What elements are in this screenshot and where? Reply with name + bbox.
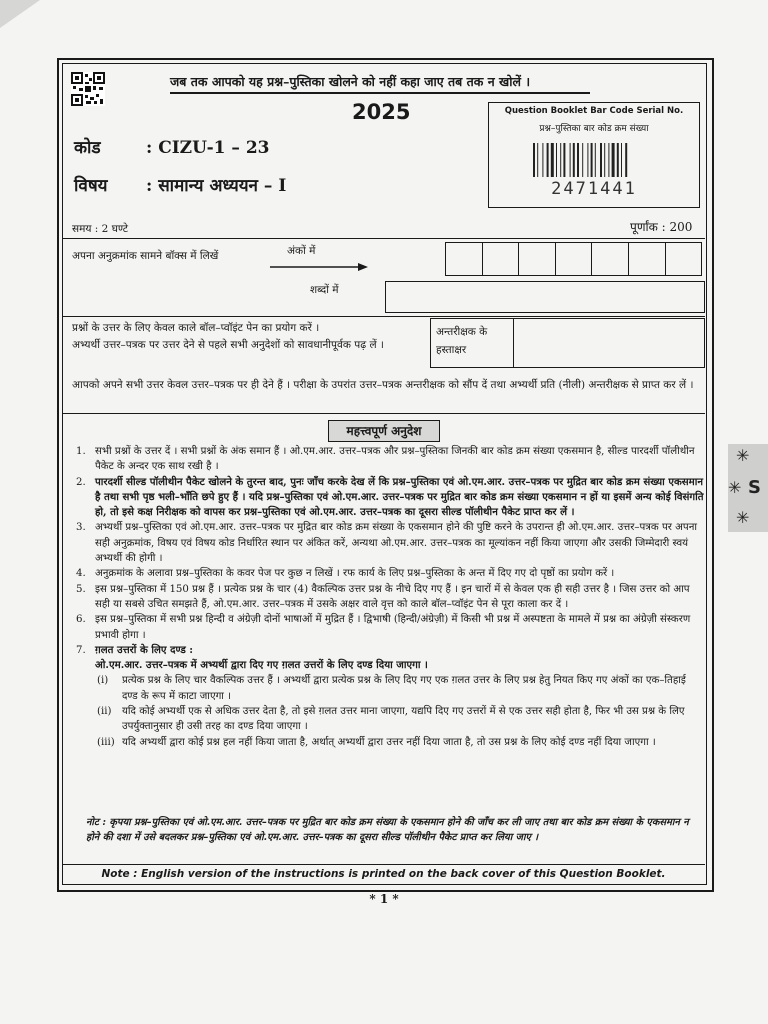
roll-digit-box[interactable] [556, 243, 593, 275]
roll-digit-box[interactable] [666, 243, 702, 275]
barcode-subtitle: प्रश्न–पुस्तिका बार कोड क्रम संख्या [539, 124, 649, 134]
roll-number-digit-boxes[interactable] [445, 242, 702, 276]
list-item: 1. सभी प्रश्नों के उत्तर दें । सभी प्रश्नों के अंक समान हैं । ओ.एम.आर. उत्तर–पत्रक और प्रश्न–पुस्तिका जिनकी बार कोड क्रम संख्या एकसमान है, सील्ड पारदर्शी पॉलीथीन पैकेट के अन्दर एक साथ रखी है । [76, 446, 695, 473]
barcode-box [488, 102, 700, 208]
exam-year: 2025 [352, 100, 411, 124]
roll-number-label: अपना अनुक्रमांक सामने बॉक्स में लिखें [72, 250, 219, 262]
list-item: 5. इस प्रश्न–पुस्तिका में 150 प्रश्न हैं । प्रत्येक प्रश्न के चार (4) वैकल्पिक उत्तर प्रश्न के नीचे दिए गए हैं । इन चारों में से केवल एक ही सही उत्तर है । जिस उत्तर को आप सही या सबसे उचित समझते हैं, ओ.एम.आर. उत्तर–पत्रक में उसके अक्षर वाले वृत्त को काले बॉल–प्वॉइंट पेन से पूरा काला कर दें । [76, 583, 690, 610]
page-number: * 1 * [369, 892, 399, 906]
answer-sheet-instruction: आपको अपने सभी उत्तर केवल उत्तर–पत्रक पर ही देने हैं । परीक्षा के उपरांत उत्तर–पत्रक अन्तरीक्षक को सौंप दें तथा अभ्यर्थी प्रति (नीली) अन्तरीक्षक से प्राप्त कर लें । [72, 379, 694, 391]
english-version-note: Note : English version of the instructions is printed on the back cover of this Question Booklet. [62, 864, 705, 883]
important-instructions-heading: महत्त्वपूर्ण अनुदेश [328, 420, 440, 442]
roll-digit-box[interactable] [519, 243, 556, 275]
divider [62, 413, 705, 414]
divider [513, 319, 514, 367]
code-row [74, 135, 270, 158]
invigilator-signature-box[interactable] [430, 318, 705, 368]
side-tab [728, 444, 768, 532]
barcode-serial-number: 2471441 [551, 179, 637, 199]
invigilator-signature-label: अन्तरीक्षक के हस्ताक्षर [436, 326, 488, 356]
subject-row [74, 173, 286, 196]
arrow-right-icon [270, 262, 370, 272]
roll-number-words-field[interactable] [385, 281, 705, 313]
barcode-icon [533, 143, 655, 177]
divider [62, 316, 705, 317]
code-value: : CIZU-1 – 23 [146, 138, 270, 158]
penalty-item: (i) प्रत्येक प्रश्न के लिए चार वैकल्पिक उत्तर हैं । अभ्यर्थी द्वारा प्रत्येक प्रश्न के लिए दिए गए एक ग़लत उत्तर के लिए प्रश्न हेतु नियत किए गए अंकों का एक–तिहाई दण्ड के रूप में काटा जाएगा । [97, 675, 686, 702]
star-icon: ✳ [728, 478, 742, 497]
roll-digits-label: अंकों में [287, 245, 316, 257]
divider [62, 238, 705, 239]
read-instruction-line: अभ्यर्थी उत्तर–पत्रक पर उत्तर देने से पहले सभी अनुदेशों को सावधानीपूर्वक पढ़ लें । [72, 339, 384, 351]
subject-value: : सामान्य अध्ययन – I [146, 176, 287, 196]
star-icon: ✳ [736, 508, 750, 527]
instructions-list [76, 444, 704, 750]
list-item: 7. ग़लत उत्तरों के लिए दण्ड : [76, 643, 194, 656]
time-allowed: समय : 2 घण्टे [72, 223, 129, 235]
subject-label: विषय [74, 176, 108, 196]
pen-instructions [72, 320, 427, 354]
barcode-title: Question Booklet Bar Code Serial No. [504, 106, 684, 116]
code-label: कोड [74, 138, 101, 158]
list-item: 2. पारदर्शी सील्ड पॉलीथीन पैकेट खोलने के तुरन्त बाद, पुनः जाँच करके देख लें कि प्रश्न–पुस्तिका एवं ओ.एम.आर. उत्तर–पत्रक पर मुद्रित बार कोड क्रम संख्या एकसमान है तथा सभी पृष्ठ भली–भाँति छपे हुए हैं । यदि प्रश्न–पुस्तिका एवं ओ.एम.आर. उत्तर–पत्रक पर मुद्रित बार कोड क्रम संख्या एकसमान न हों या इसमें अन्य कोई विसंगति हो, तो इसे कक्ष निरीक्षक को वापस कर प्रश्न–पुस्तिका एवं ओ.एम.आर. उत्तर–पत्रक का दूसरा सील्ड पॉलीथीन पैकेट प्राप्त कर लें । [76, 475, 704, 519]
list-item: 3. अभ्यर्थी प्रश्न–पुस्तिका एवं ओ.एम.आर. उत्तर–पत्रक पर मुद्रित बार कोड क्रम संख्या के एकसमान होने की पुष्टि करने के उपरान्त ही ओ.एम.आर. उत्तर–पत्रक पर अपना सही अनुक्रमांक, विषय एवं विषय कोड निर्धारित स्थान पर अंकित करें, अन्यथा ओ.एम.आर. उत्तर–पत्रक का मूल्यांकन नहीं किया जाएगा और उसकी जिम्मेदारी स्वयं अभ्यर्थी की होगी । [76, 522, 698, 565]
do-not-open-notice: जब तक आपको यह प्रश्न–पुस्तिका खोलने को नहीं कहा जाए तब तक न खोलें । [170, 73, 590, 94]
page-corner-fold [0, 0, 40, 30]
max-marks: पूर्णांक : 200 [630, 220, 693, 234]
roll-digit-box[interactable] [592, 243, 629, 275]
qr-code-icon [71, 72, 105, 106]
penalty-item: (ii) यदि कोई अभ्यर्थी एक से अधिक उत्तर देता है, तो इसे ग़लत उत्तर माना जाएगा, यद्यपि दिए गए उत्तरों में से एक उत्तर सही होता है, फिर भी उस प्रश्न के लिए उपर्युक्तानुसार ही उसी तरह का दण्ड दिया जाएगा । [97, 706, 685, 733]
side-tab-letter: S [748, 477, 761, 498]
penalty-item: (iii) यदि अभ्यर्थी द्वारा कोई प्रश्न हल नहीं किया जाता है, अर्थात् अभ्यर्थी द्वारा उत्तर नहीं दिया जाता है, तो उस प्रश्न के लिए कोई दण्ड नहीं दिया जाएगा । [97, 736, 656, 748]
roll-digit-box[interactable] [446, 243, 483, 275]
list-item: 6. इस प्रश्न–पुस्तिका में सभी प्रश्न हिन्दी व अंग्रेज़ी दोनों भाषाओं में मुद्रित हैं । द्विभाषी (हिन्दी/अंग्रेज़ी) में किसी भी प्रश्न में अस्पष्टता के मामले में प्रश्न का अंग्रेज़ी संस्करण प्रभावी होगा । [76, 614, 691, 641]
list-item: 4. अनुक्रमांक के अलावा प्रश्न–पुस्तिका के कवर पेज पर कुछ न लिखें । रफ कार्य के लिए प्रश्न–पुस्तिका के अन्त में दिए गए दो पृष्ठों का प्रयोग करें । [76, 568, 615, 580]
roll-digit-box[interactable] [629, 243, 666, 275]
penalty-heading: ओ.एम.आर. उत्तर–पत्रक में अभ्यर्थी द्वारा दिए गए ग़लत उत्तरों के लिए दण्ड दिया जाएगा । [95, 659, 428, 672]
pen-instruction-line: प्रश्नों के उत्तर के लिए केवल काले बॉल–प्वॉइंट पेन का प्रयोग करें । [72, 322, 320, 334]
roll-words-label: शब्दों में [310, 284, 339, 296]
hindi-note: नोट : कृपया प्रश्न–पुस्तिका एवं ओ.एम.आर. उत्तर–पत्रक पर मुद्रित बार कोड क्रम संख्या के एकसमान होने की जाँच कर ली जाए तथा बार कोड क्रम संख्या के एकसमान न होने की दशा में उसे बदलकर प्रश्न–पुस्तिका एवं ओ.एम.आर. उत्तर–पत्रक का दूसरा सील्ड पॉलीथीन पैकेट प्राप्त कर लिया जाए । [86, 817, 689, 843]
star-icon: ✳ [736, 446, 750, 465]
roll-digit-box[interactable] [483, 243, 520, 275]
